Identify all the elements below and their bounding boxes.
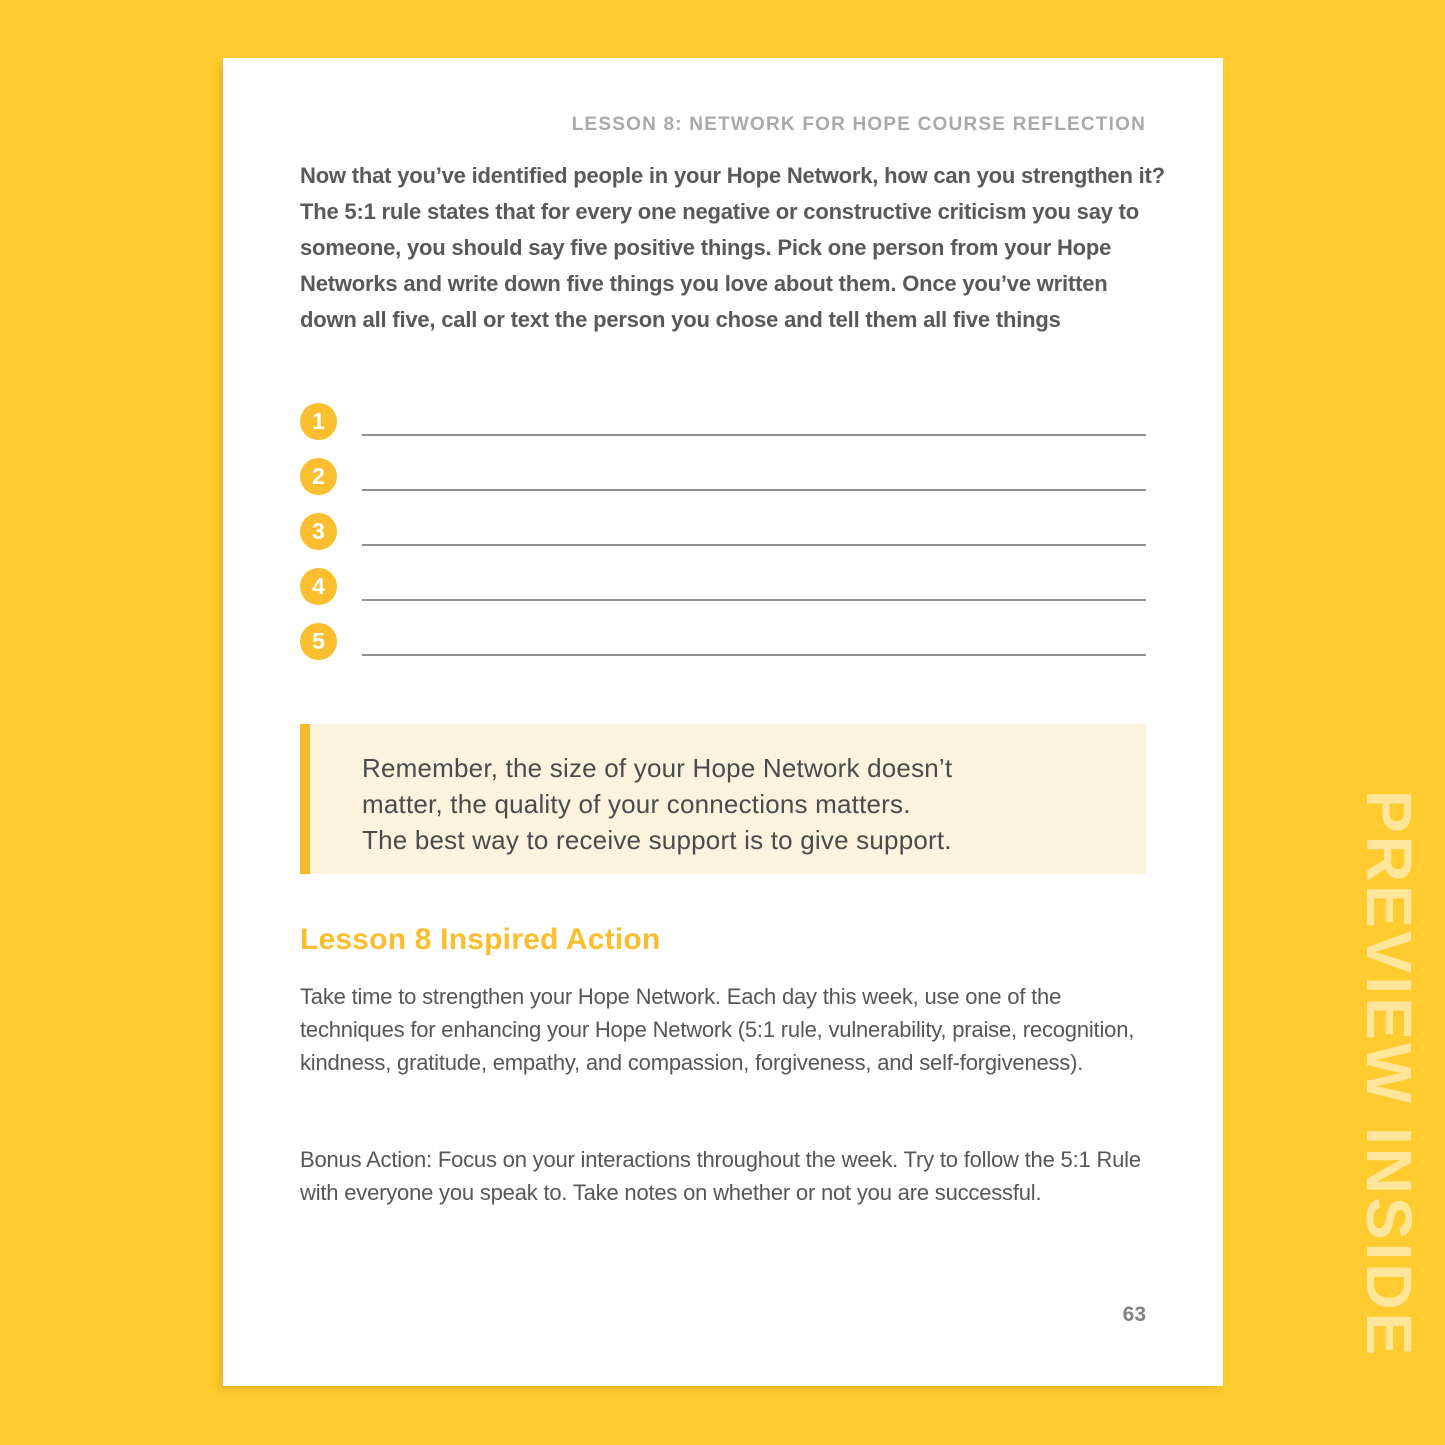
- workbook-page: [223, 58, 1223, 1386]
- fill-in-item-2: [300, 458, 1146, 495]
- callout-line-2: matter, the quality of your connections matters.: [362, 789, 911, 819]
- inspired-action-heading: Lesson 8 Inspired Action: [300, 923, 661, 956]
- fill-in-item-3: [300, 513, 1146, 550]
- number-badge-5: 5: [300, 623, 337, 660]
- reminder-callout: [300, 724, 1146, 874]
- action-paragraph: Take time to strengthen your Hope Network. Each day this week, use one of the techniques for enhancing your Hope Network (5:1 rule, vulnerability, praise, recognition, kindness, gratitude, empathy, and compassion, forgiveness, and self-forgiveness).: [300, 984, 1135, 1075]
- fill-in-item-1: [300, 403, 1146, 440]
- page-number: 63: [1122, 1303, 1146, 1326]
- callout-line-1: Remember, the size of your Hope Network doesn’t: [362, 753, 953, 783]
- number-badge-1: 1: [300, 403, 337, 440]
- fill-in-line-2: [362, 489, 1146, 491]
- number-badge-3: 3: [300, 513, 337, 550]
- bonus-action-paragraph: Bonus Action: Focus on your interactions throughout the week. Try to follow the 5:1 Rule with everyone you speak to. Take notes on whether or not you are successful.: [300, 1147, 1141, 1205]
- preview-inside-watermark: PREVIEW INSIDE: [1353, 790, 1425, 1359]
- lesson-header: LESSON 8: NETWORK FOR HOPE COURSE REFLECTION: [571, 114, 1146, 135]
- callout-line-3: The best way to receive support is to give support.: [362, 825, 952, 855]
- fill-in-line-4: [362, 599, 1146, 601]
- number-badge-4: 4: [300, 568, 337, 605]
- fill-in-item-4: [300, 568, 1146, 605]
- fill-in-list: [300, 403, 1146, 678]
- intro-paragraph: Now that you’ve identified people in your Hope Network, how can you strengthen it? The 5:1 rule states that for every one negative or constructive criticism you say to someone, you should say five positive things. Pick one person from your Hope Networks and write down five things you love about them. Once you’ve written down all five, call or text the person you chose and tell them all five things: [300, 163, 1165, 332]
- fill-in-line-1: [362, 434, 1146, 436]
- fill-in-line-3: [362, 544, 1146, 546]
- number-badge-2: 2: [300, 458, 337, 495]
- fill-in-item-5: [300, 623, 1146, 660]
- fill-in-line-5: [362, 654, 1146, 656]
